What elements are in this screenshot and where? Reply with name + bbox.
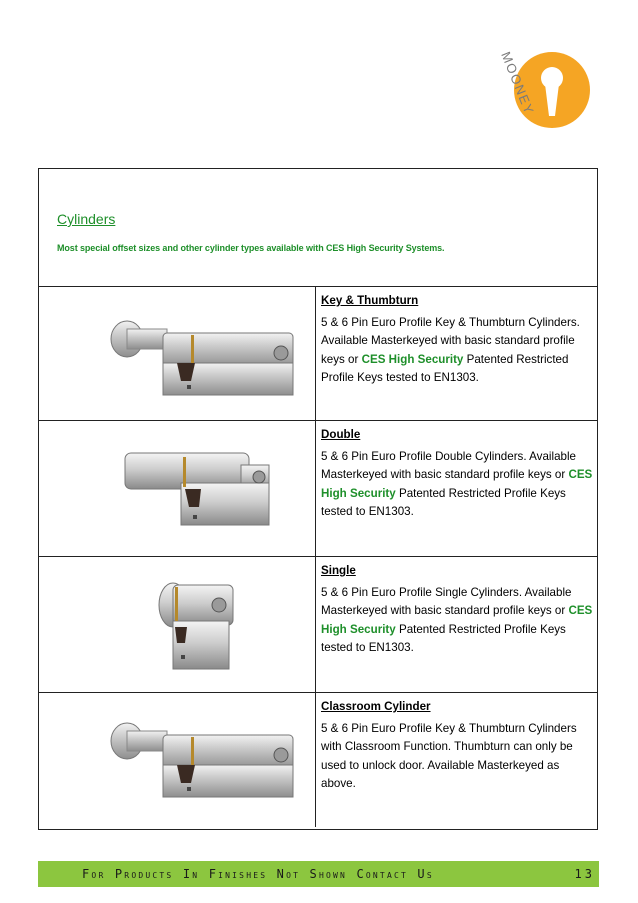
product-description bbox=[321, 421, 596, 522]
product-title: Key & Thumbturn bbox=[321, 294, 419, 307]
ces-highlight: CES High Security bbox=[321, 468, 593, 500]
product-title: Double bbox=[321, 428, 361, 441]
page-number: 13 bbox=[574, 867, 595, 881]
product-row-double bbox=[39, 421, 597, 557]
footer-contact-text: For Products In Finishes Not Shown Contact Us bbox=[82, 867, 434, 881]
mooney-logo bbox=[497, 40, 599, 142]
product-text: 5 & 6 Pin Euro Profile Key & Thumbturn Cylinders with Classroom Function. Thumbturn can only be used to unlock door. Available Masterkeyed as above. bbox=[321, 721, 577, 791]
product-description bbox=[321, 557, 596, 658]
product-text-end: Patented Restricted Profile Keys tested to EN1303. bbox=[321, 352, 569, 385]
product-title: Classroom Cylinder bbox=[321, 700, 431, 713]
ces-highlight: CES High Security bbox=[361, 352, 464, 366]
product-text: 5 & 6 Pin Euro Profile Double Cylinders. Available Masterkeyed with basic standard profile keys or bbox=[321, 449, 576, 482]
single-cylinder-image bbox=[149, 575, 249, 679]
product-text: 5 & 6 Pin Euro Profile Single Cylinders. Available Masterkeyed with basic standard profile keys or bbox=[321, 585, 572, 618]
product-row-key-thumbturn bbox=[39, 287, 597, 421]
key-thumbturn-cylinder-image bbox=[105, 315, 305, 403]
classroom-cylinder-image bbox=[105, 715, 305, 807]
product-image-cell bbox=[39, 421, 316, 556]
logo-wordmark: MOONEY bbox=[498, 49, 538, 118]
section-subtitle: Most special offset sizes and other cylinder types available with CES High Security Systems. bbox=[57, 243, 445, 253]
product-description bbox=[321, 693, 596, 794]
footer-bar bbox=[38, 861, 599, 887]
double-cylinder-image bbox=[121, 443, 301, 535]
product-image-cell bbox=[39, 693, 316, 827]
section-title: Cylinders bbox=[57, 211, 116, 227]
product-table bbox=[38, 168, 598, 830]
product-image-cell bbox=[39, 557, 316, 692]
product-text-end: Patented Restricted Profile Keys tested to EN1303. bbox=[321, 486, 566, 519]
product-row-classroom bbox=[39, 693, 597, 827]
product-row-single bbox=[39, 557, 597, 693]
product-description bbox=[321, 287, 596, 388]
ces-highlight: CES High Security bbox=[321, 604, 593, 636]
product-text-end: Patented Restricted Profile Keys tested to EN1303. bbox=[321, 622, 566, 655]
product-image-cell bbox=[39, 287, 316, 420]
product-text: 5 & 6 Pin Euro Profile Key & Thumbturn Cylinders. Available Masterkeyed with basic standard profile keys or bbox=[321, 315, 580, 366]
section-header bbox=[39, 169, 597, 287]
product-title: Single bbox=[321, 564, 356, 577]
